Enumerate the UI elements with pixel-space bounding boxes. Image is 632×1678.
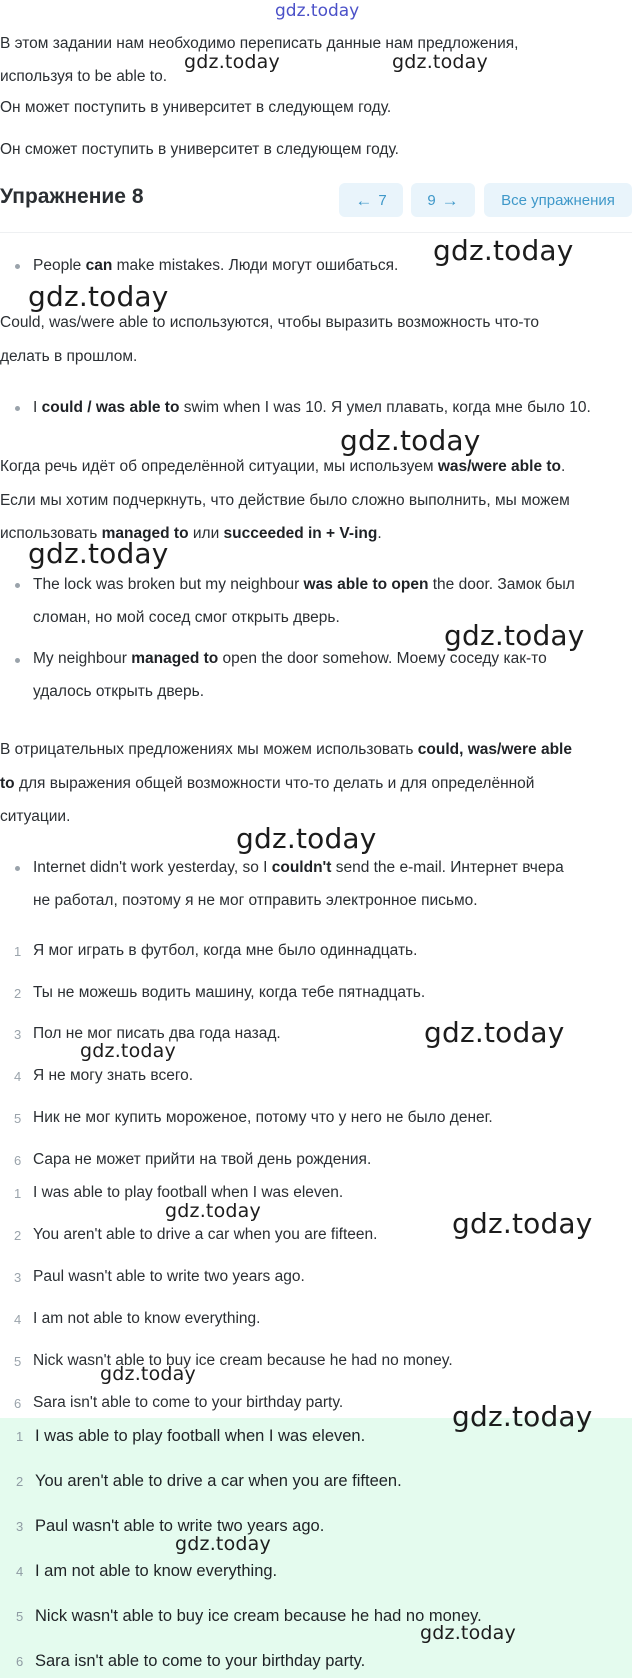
prev-exercise-label: 7 bbox=[378, 191, 387, 209]
arrow-right-icon: → bbox=[441, 190, 459, 210]
watermark: gdz.today bbox=[184, 51, 280, 73]
russian-sentence: Ник не мог купить мороженое, потому что у него не было денег. bbox=[33, 1109, 493, 1126]
arrow-left-icon: ← bbox=[355, 190, 373, 210]
watermark: gdz.today bbox=[28, 537, 169, 570]
theory-paragraph: В отрицательных предложениях мы можем использовать could, was/were able bbox=[0, 741, 572, 758]
next-exercise-label: 9 bbox=[427, 191, 436, 209]
russian-sentence: Ты не можешь водить машину, когда тебе пятнадцать. bbox=[33, 984, 426, 1001]
answer-sentence: Paul wasn't able to write two years ago. bbox=[35, 1517, 325, 1535]
theory-bullet: People can make mistakes. Люди могут ошибаться. bbox=[33, 257, 399, 274]
theory-paragraph: делать в прошлом. bbox=[0, 348, 138, 365]
russian-sentence: Я не могу знать всего. bbox=[33, 1067, 194, 1084]
watermark: gdz.today bbox=[340, 424, 481, 457]
russian-sentence: Сара не может прийти на твой день рождения. bbox=[33, 1151, 372, 1168]
watermark: gdz.today bbox=[165, 1200, 261, 1222]
watermark: gdz.today bbox=[275, 1, 360, 21]
answer-sentence: Sara isn't able to come to your birthday party. bbox=[35, 1652, 366, 1670]
list-number: 1 bbox=[14, 944, 22, 959]
watermark: gdz.today bbox=[236, 822, 377, 855]
answer-number: 3 bbox=[16, 1519, 24, 1534]
theory-bullet-cont: не работал, поэтому я не мог отправить электронное письмо. bbox=[33, 892, 478, 909]
exercise-title: Упражнение 8 bbox=[0, 185, 144, 208]
watermark: gdz.today bbox=[452, 1400, 593, 1433]
theory-paragraph: Если мы хотим подчеркнуть, что действие было сложно выполнить, мы можем bbox=[0, 492, 570, 509]
intro-line: В этом задании нам необходимо переписать данные нам предложения, bbox=[0, 35, 519, 52]
list-number: 6 bbox=[14, 1153, 22, 1168]
bullet-dot bbox=[15, 658, 20, 663]
bullet-dot bbox=[15, 406, 20, 411]
answer-sentence: You aren't able to drive a car when you are fifteen. bbox=[35, 1472, 402, 1490]
watermark: gdz.today bbox=[80, 1040, 176, 1062]
exercise-header bbox=[0, 183, 632, 233]
watermark: gdz.today bbox=[28, 280, 169, 313]
watermark: gdz.today bbox=[424, 1016, 565, 1049]
list-number: 2 bbox=[14, 1228, 22, 1243]
answer-sentence: I am not able to know everything. bbox=[35, 1562, 278, 1580]
bullet-dot bbox=[15, 866, 20, 871]
list-number: 4 bbox=[14, 1069, 22, 1084]
answer-number: 4 bbox=[16, 1564, 24, 1579]
watermark: gdz.today bbox=[175, 1533, 271, 1555]
answer-sentence: Nick wasn't able to buy ice cream because he had no money. bbox=[35, 1607, 482, 1625]
list-number: 4 bbox=[14, 1312, 22, 1327]
english-sentence: I was able to play football when I was eleven. bbox=[33, 1184, 344, 1201]
theory-paragraph: ситуации. bbox=[0, 808, 71, 825]
list-number: 5 bbox=[14, 1354, 22, 1369]
list-number: 3 bbox=[14, 1270, 22, 1285]
english-sentence: Nick wasn't able to buy ice cream because he had no money. bbox=[33, 1352, 453, 1369]
list-number: 5 bbox=[14, 1111, 22, 1126]
answer-number: 6 bbox=[16, 1654, 24, 1669]
prev-exercise-button[interactable] bbox=[339, 183, 403, 217]
english-sentence: Sara isn't able to come to your birthday party. bbox=[33, 1394, 344, 1411]
bullet-dot bbox=[15, 264, 20, 269]
theory-bullet-cont: сломан, но мой сосед смог открыть дверь. bbox=[33, 609, 340, 626]
list-number: 1 bbox=[14, 1186, 22, 1201]
list-number: 3 bbox=[14, 1027, 22, 1042]
theory-bullet: The lock was broken but my neighbour was able to open the door. Замок был bbox=[33, 576, 575, 593]
next-exercise-button[interactable] bbox=[411, 183, 475, 217]
watermark: gdz.today bbox=[392, 51, 488, 73]
theory-bullet-cont: удалось открыть дверь. bbox=[33, 683, 204, 700]
answer-number: 5 bbox=[16, 1609, 24, 1624]
watermark: gdz.today bbox=[433, 234, 574, 267]
english-sentence: I am not able to know everything. bbox=[33, 1310, 261, 1327]
theory-paragraph: Когда речь идёт об определённой ситуации, мы используем was/were able to. bbox=[0, 458, 566, 475]
list-number: 2 bbox=[14, 986, 22, 1001]
intro-line: Он может поступить в университет в следующем году. bbox=[0, 99, 392, 116]
theory-bullet: Internet didn't work yesterday, so I couldn't send the e-mail. Интернет вчера bbox=[33, 859, 564, 876]
theory-bullet: My neighbour managed to open the door somehow. Моему соседу как-то bbox=[33, 650, 547, 667]
english-sentence: You aren't able to drive a car when you are fifteen. bbox=[33, 1226, 378, 1243]
list-number: 6 bbox=[14, 1396, 22, 1411]
intro-line: Он сможет поступить в университет в следующем году. bbox=[0, 141, 399, 158]
theory-paragraph: использовать managed to или succeeded in + V-ing. bbox=[0, 525, 382, 542]
theory-paragraph: to для выражения общей возможности что-то делать и для определённой bbox=[0, 775, 535, 792]
intro-line: используя to be able to. bbox=[0, 68, 168, 85]
answer-box bbox=[0, 1418, 632, 1678]
theory-bullet: I could / was able to swim when I was 10. Я умел плавать, когда мне было 10. bbox=[33, 399, 591, 416]
watermark: gdz.today bbox=[420, 1622, 516, 1644]
all-exercises-label: Все упражнения bbox=[501, 191, 615, 209]
watermark: gdz.today bbox=[100, 1363, 196, 1385]
russian-sentence: Я мог играть в футбол, когда мне было одиннадцать. bbox=[33, 942, 418, 959]
bullet-dot bbox=[15, 583, 20, 588]
answer-sentence: I was able to play football when I was eleven. bbox=[35, 1427, 366, 1445]
answer-number: 1 bbox=[16, 1429, 24, 1444]
all-exercises-button[interactable] bbox=[484, 183, 632, 217]
watermark: gdz.today bbox=[452, 1207, 593, 1240]
watermark: gdz.today bbox=[444, 619, 585, 652]
russian-sentence: Пол не мог писать два года назад. bbox=[33, 1025, 281, 1042]
answer-number: 2 bbox=[16, 1474, 24, 1489]
theory-paragraph: Could, was/were able to используются, чтобы выразить возможность что-то bbox=[0, 314, 540, 331]
english-sentence: Paul wasn't able to write two years ago. bbox=[33, 1268, 305, 1285]
